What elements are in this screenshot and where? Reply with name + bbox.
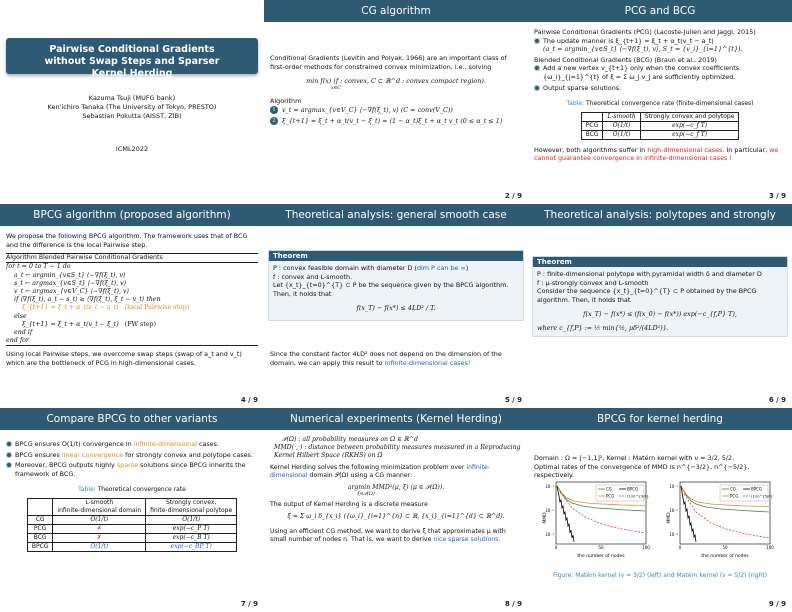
pcg-head: Pairwise Conditional Gradients (PCG) (Lacoste-Julien and Jaggi, 2015)	[534, 28, 756, 36]
def-p: 𝒫(Ω) : all probability measures on Ω ∈ ℝ^d	[282, 436, 418, 443]
list-item: BPCG ensures linear convergence for strongly convex and polytope cases.	[6, 451, 258, 460]
y-axis-label: MMD	[667, 512, 672, 524]
title-banner	[6, 38, 258, 79]
thm-line: f : convex and L-smooth.	[273, 272, 353, 281]
series-bpcg	[681, 486, 696, 542]
x-axis-label: the number of nodes	[701, 554, 749, 559]
slide-heading: CG algorithm	[264, 0, 528, 22]
table-row: BPCG O(1/t) exp(−c_BP T)	[27, 542, 236, 551]
slide-kernel-herding	[528, 408, 792, 612]
thm-formula: f(x_T) − f(x*) ≤ (f(x_0) − f(x*)) exp(−c_{f,P} T),	[583, 310, 737, 319]
x-tick-label: 50	[722, 545, 728, 550]
y-tick-label: 10⁻³	[669, 532, 678, 537]
smooth-conclusion: Since the constant factor 4LD² does not depend on the dimension of the domain, we can apply this result to infinite-dimensional cases!	[270, 350, 502, 367]
x-tick-label: 50	[598, 545, 604, 550]
x-tick-label: 100	[642, 545, 650, 550]
x-axis-label: the number of nodes	[577, 554, 625, 559]
slide-bpcg	[0, 204, 264, 408]
table-row: PCG O(1/t) exp(−c_f T)	[581, 121, 739, 130]
pcg-bcg-note: However, both algorithms suffer in high-dimensional cases. In particular, we cannot guarantee convergence in infinite-dimensional cases !	[534, 145, 779, 163]
slide-heading: BPCG algorithm (proposed algorithm)	[0, 204, 264, 226]
table-row: BCG ✗ exp(−c_B T)	[27, 533, 236, 542]
x-tick-label: 100	[766, 545, 774, 550]
theorem-box	[532, 256, 788, 337]
legend-pcg: PCG	[606, 493, 615, 499]
theorem-title: Theorem	[533, 257, 787, 267]
slide-heading: Theoretical analysis: general smooth case	[264, 204, 528, 226]
bpcg-algorithm	[6, 253, 258, 346]
algo-line: if ⟨∇f(ξ_t), a_t − s_t⟩ ≥ ⟨∇f(ξ_t), ξ_t − v_t⟩ then	[14, 296, 161, 304]
slide-heading: Theoretical analysis: polytopes and strongly convex case	[528, 204, 792, 226]
def-mmd: MMD(·,·) : distance between probability measures measured in a Reproducing Kernel Hilbert Space (RKHS) on Ω	[274, 444, 521, 460]
kh-measure: ξ = Σ ω_i δ_{x_i} ({ω_i}_{i=1}^{n} ⊂ ℝ, {x_i}_{i=1}^{d} ⊂ ℝ^d).	[287, 513, 505, 521]
kh-output: The output of Kernel Herding is a discrete measure	[270, 501, 428, 509]
legend-reference: (1/n)^{5/4}	[751, 494, 773, 499]
legend-cg: CG	[730, 486, 736, 492]
table-caption: Table: Theoretical convergence rate	[78, 486, 186, 494]
venue: ICML2022	[115, 145, 149, 153]
slide-heading: BPCG for kernel herding	[528, 408, 792, 430]
bpcg-intro: We propose the following BPCG algorithm. The framework uses that of BCG and the difference is the local Pairwise step.	[6, 232, 248, 249]
table-row: L-smooth Strongly convex and polytope	[581, 112, 739, 121]
y-tick-label: 10⁻¹	[545, 484, 554, 489]
algo-line: end if	[14, 329, 33, 337]
y-tick-label: 10⁻¹	[669, 484, 678, 489]
page-number: 2 / 9	[504, 192, 522, 200]
slide-theory-polytope	[528, 204, 792, 408]
table-row: L-smooth infinite-dimensional domain Strongly convex, finite-dimensional polytope	[27, 498, 236, 515]
algo-label: Algorithm	[270, 96, 302, 105]
page-number: 8 / 9	[504, 600, 522, 608]
kh-formula: argmin MMD²(μ, ξ) (μ ∈ 𝒫(Ω)). ξ∈𝒫(Ω)	[347, 484, 445, 498]
list-item: The update manner is ξ_{t+1} = ξ_t + α_t(v_t − a_t) (a_t = argmin_{v∈S_t} ⟨−∇f(ξ_t), v⟩, S_t = {v_i}_{i=1}^{t}).	[534, 37, 786, 54]
author-1: Kazuma Tsuji (MUFG bank)	[88, 94, 176, 102]
page-number: 6 / 9	[768, 396, 786, 404]
theorem-title: Theorem	[269, 251, 523, 261]
thm-line: Consider the sequence {x_t}_{t=0}^{T} ⊂ P obtained by the BPCG algorithm. Then, it holds that	[537, 287, 757, 304]
y-tick-label: 10⁻²	[545, 508, 554, 513]
compare-table	[27, 498, 237, 552]
bcg-head: Blended Conditional Gradients (BCG) (Braun et al., 2019)	[534, 55, 717, 64]
authors	[0, 94, 264, 121]
theorem-box	[268, 250, 524, 321]
slide-title	[0, 0, 264, 204]
table-caption: Table: Theoretical convergence rate (finite-dimensional cases)	[566, 100, 754, 108]
figure-caption: Figure: Matérn kernel (ν = 3/2) (left) and Matérn kernel (ν = 5/2) (right)	[552, 572, 768, 579]
y-axis-label: MMD	[543, 512, 548, 524]
algo-head: Algorithm Blended Pairwise Conditional Gradients	[6, 254, 258, 263]
list-item: BPCG ensures O(1/t) convergence in infinite-dimensional cases.	[6, 440, 258, 449]
x-tick-label: 0	[554, 545, 558, 550]
thm-line: P : finite-dimensional polytope with pyramidal width δ and diameter D	[537, 270, 762, 278]
slide-cg	[264, 0, 528, 204]
cg-step: 2 ξ_{t+1} = ξ_t + α_t(v_t − ξ_t) = (1 − α_t)ξ_t + α_t v_t (0 ≤ α_t ≤ 1)	[270, 117, 522, 126]
cg-problem: min f(x) (f : convex, C ⊂ ℝ^d : convex compact region). x∈C	[306, 77, 486, 91]
table-row: PCG ✗ exp(−c_P T)	[27, 524, 236, 533]
slide-heading: Numerical experiments (Kernel Herding)	[264, 408, 528, 430]
slide-theory-smooth	[264, 204, 528, 408]
page-number: 4 / 9	[240, 396, 258, 404]
algo-line: ξ_{t+1} = ξ_t + α_t(s_t − a_t) (local Pairwise step)	[22, 304, 190, 312]
page-number: 9 / 9	[768, 600, 786, 608]
cg-intro: Conditional Gradients (Levitin and Polyak, 1966) are an important class of first-order methods for constrained convex minimization, i.e., solving	[270, 54, 507, 71]
legend-cg: CG	[606, 486, 612, 492]
thm-line: Let {x_t}_{t=0}^{T} ⊂ P be the sequence given by the BPCG algorithm. Then, it holds that	[273, 281, 509, 298]
table-row: BCG O(1/t) exp(−c_f T)	[581, 130, 739, 139]
mmd-plot-left	[542, 478, 654, 560]
slide-experiments	[264, 408, 528, 612]
rate-table	[581, 112, 740, 140]
page-number: 5 / 9	[504, 396, 522, 404]
plot-legend	[596, 485, 649, 501]
author-2: Ken'ichiro Tanaka (The University of Tokyo, PRESTO)	[47, 103, 217, 111]
page-title: Pairwise Conditional Gradients without Swap Steps and Sparser Kernel Herding	[44, 44, 220, 79]
y-tick-label: 10⁻³	[545, 532, 554, 537]
legend-reference: (1/n)^{3/4}	[627, 494, 649, 499]
algo-line: else	[14, 312, 27, 320]
algo-line: ξ_{t+1} = ξ_t + α_t(v_t − ξ_t) (FW step)	[22, 320, 156, 328]
thm-line: P : convex feasible domain with diameter D (dim P can be ∞)	[273, 264, 469, 272]
algo-line: end for	[6, 337, 29, 345]
slide-heading: PCG and BCG	[528, 0, 792, 22]
x-tick-label: 0	[678, 545, 682, 550]
mmd-plot-right	[666, 478, 778, 560]
slide-heading: Compare BPCG to other variants	[0, 408, 264, 430]
plot-legend	[720, 485, 773, 501]
y-tick-label: 10⁻²	[669, 508, 678, 513]
algo-line: for t = 0 to T − 1 do	[6, 263, 71, 271]
legend-bpcg: BPCG	[751, 486, 763, 492]
kh-setup: Domain : Ω = [−1,1]², Kernel : Matérn kernel with ν = 3/2, 5/2.	[534, 454, 735, 462]
bpcg-outro: Using local Pairwise steps, we overcome swap steps (swap of a_t and v_t) which are the bottleneck of PCG in high-dimensional cases.	[6, 350, 242, 368]
algo-line: v_t ← argmax_{v∈V_C} ⟨−∇f(ξ_t), v⟩	[14, 288, 130, 295]
list-item: Moreover, BPCG outputs highly sparse solutions since BPCG inherits the framework of BCG.	[6, 461, 258, 478]
kh-goal: Using an efficient CG method, we want to derive ξ that approximates μ with small number of nodes n. That is, we want to derive nice sparse solutions.	[270, 527, 506, 543]
slide-pcg-bcg	[528, 0, 792, 204]
thm-line: f : μ-strongly convex and L-smooth	[537, 278, 649, 287]
legend-bpcg: BPCG	[627, 486, 639, 492]
list-item: Output sparse solutions.	[534, 84, 786, 93]
cg-steps	[270, 106, 522, 125]
list-item: Add a new vertex v_{t+1} only when the convex coefficients {ω_i}_{j=1}^{t} of ξ = Σ ω_j v_j are sufficiently optimized.	[534, 64, 786, 81]
legend-pcg: PCG	[730, 493, 739, 499]
author-3: Sebastian Pokutta (AISST, ZIB)	[82, 112, 182, 120]
page-number: 7 / 9	[240, 600, 258, 608]
kh-rates: Optimal rates of the convergence of MMD is n^{−3/2}, n^{−5/2}, respectively.	[534, 462, 750, 480]
page-number: 3 / 9	[768, 192, 786, 200]
slide-compare	[0, 408, 264, 612]
series-bpcg	[557, 486, 574, 542]
algo-line: a_t ← argmin_{v∈S_t} ⟨−∇f(ξ_t), v⟩	[14, 271, 126, 279]
table-row: CG O(1/t) O(1/t)	[27, 515, 236, 524]
algo-line: s_t ← argmax_{v∈S_t} ⟨−∇f(ξ_t), v⟩	[14, 279, 127, 287]
cg-step: 1 v_t = argmax_{v∈V_C} ⟨−∇f(ξ_t), v⟩ (C = conv(V_C))	[270, 106, 522, 115]
thm-where: where c_{f,P} := ½ min{½, μδ²/(4LD²)}.	[537, 323, 669, 332]
kh-text: Kernel Herding solves the following minimization problem over infinite-dimensional domain 𝒫(Ω) using a CG manner:	[270, 463, 491, 479]
thm-formula: f(x_T) − f(x*) ≤ 4LD² / T.	[356, 304, 436, 313]
